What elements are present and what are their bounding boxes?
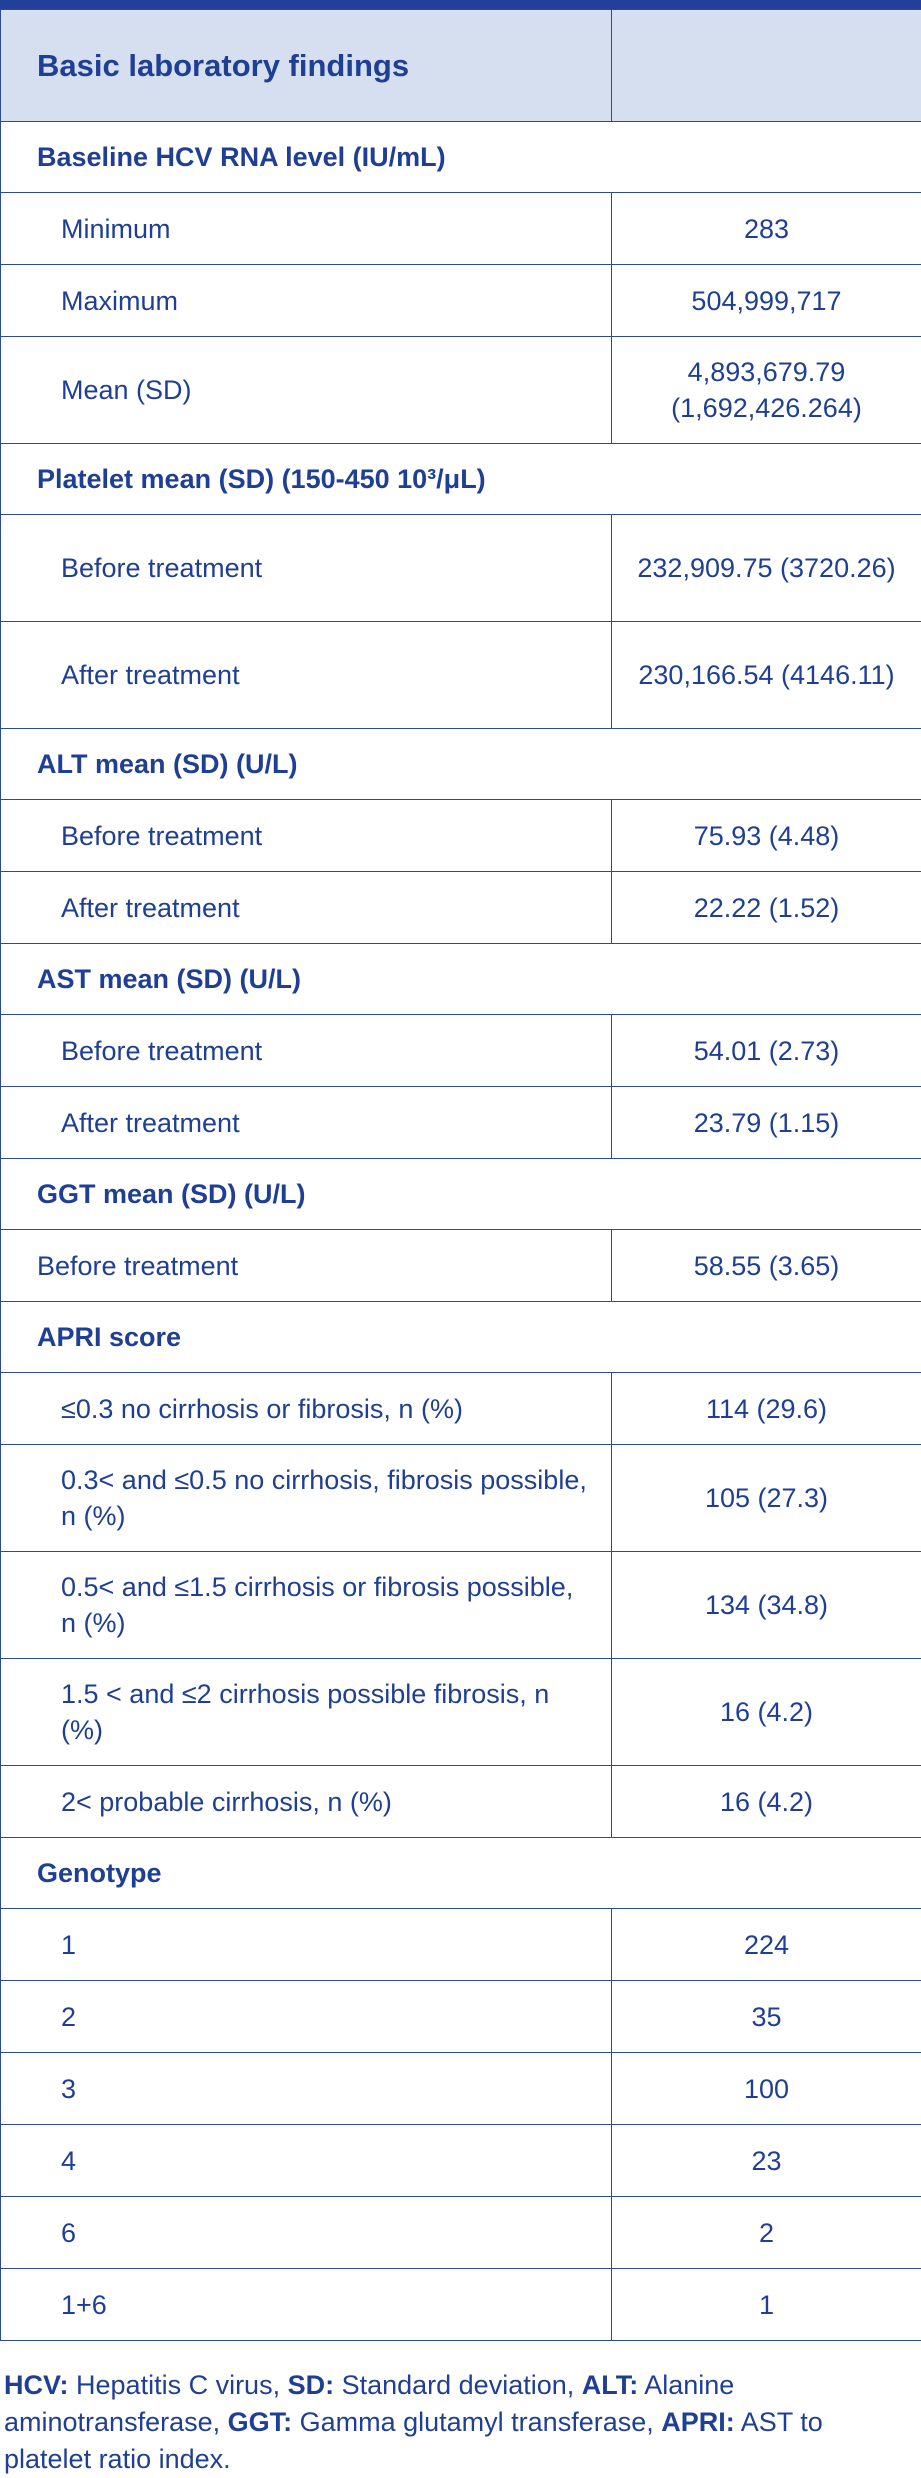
row-label: Minimum — [1, 193, 612, 265]
row-value: 134 (34.8) — [612, 1552, 921, 1659]
lab-findings-table — [0, 9, 921, 2341]
row-value: 54.01 (2.73) — [612, 1015, 921, 1087]
table-row — [1, 265, 921, 337]
section-title: Platelet mean (SD) (150-450 10³/μL) — [1, 444, 921, 515]
section-title: AST mean (SD) (U/L) — [1, 944, 921, 1015]
table-row — [1, 800, 921, 872]
row-label: 3 — [1, 2053, 612, 2125]
table-row — [1, 2125, 921, 2197]
row-label: 2 — [1, 1981, 612, 2053]
section-row-alt — [1, 729, 921, 800]
section-row-hcv-rna — [1, 122, 921, 193]
table-row — [1, 1659, 921, 1766]
table-row — [1, 193, 921, 265]
table-row — [1, 1552, 921, 1659]
row-label: 2< probable cirrhosis, n (%) — [1, 1766, 612, 1838]
row-label: Before treatment — [1, 800, 612, 872]
row-label: After treatment — [1, 1087, 612, 1159]
row-label: Before treatment — [1, 1230, 612, 1302]
row-value: 75.93 (4.48) — [612, 800, 921, 872]
row-label: 1+6 — [1, 2269, 612, 2341]
section-row-genotype — [1, 1838, 921, 1909]
footnote-text: Hepatitis C virus, — [69, 2370, 288, 2400]
row-label: 6 — [1, 2197, 612, 2269]
row-label: ≤0.3 no cirrhosis or fibrosis, n (%) — [1, 1373, 612, 1445]
section-title: Baseline HCV RNA level (IU/mL) — [1, 122, 921, 193]
section-title: GGT mean (SD) (U/L) — [1, 1159, 921, 1230]
table-footnote — [0, 2341, 921, 2478]
table-row — [1, 1230, 921, 1302]
row-value: 58.55 (3.65) — [612, 1230, 921, 1302]
row-value: 22.22 (1.52) — [612, 872, 921, 944]
row-label: Before treatment — [1, 515, 612, 622]
table-row — [1, 1909, 921, 1981]
footnote-text: Gamma glutamyl transferase, — [292, 2407, 661, 2437]
table-row — [1, 1087, 921, 1159]
footnote-abbr: APRI: — [661, 2407, 735, 2437]
section-title: Genotype — [1, 1838, 921, 1909]
row-value: 504,999,717 — [612, 265, 921, 337]
table-row — [1, 872, 921, 944]
row-value: 16 (4.2) — [612, 1659, 921, 1766]
table-header-empty — [612, 10, 921, 122]
row-value: 16 (4.2) — [612, 1766, 921, 1838]
table-row — [1, 515, 921, 622]
row-value: 35 — [612, 1981, 921, 2053]
footnote-abbr: HCV: — [4, 2370, 69, 2400]
row-value: 230,166.54 (4146.11) — [612, 622, 921, 729]
section-title: APRI score — [1, 1302, 921, 1373]
row-value: 232,909.75 (3720.26) — [612, 515, 921, 622]
row-label: 1.5 < and ≤2 cirrhosis possible fibrosis, n (%) — [1, 1659, 612, 1766]
row-value: 224 — [612, 1909, 921, 1981]
row-label: Mean (SD) — [1, 337, 612, 444]
row-label: After treatment — [1, 872, 612, 944]
row-value: 100 — [612, 2053, 921, 2125]
row-label: Before treatment — [1, 1015, 612, 1087]
table-row — [1, 2269, 921, 2341]
row-value: 105 (27.3) — [612, 1445, 921, 1552]
footnote-abbr: GGT: — [228, 2407, 293, 2437]
row-value: 23.79 (1.15) — [612, 1087, 921, 1159]
section-row-ggt — [1, 1159, 921, 1230]
table-row — [1, 1373, 921, 1445]
table-row — [1, 337, 921, 444]
table-row — [1, 1445, 921, 1552]
footnote-text: Alanine aminotransferase, — [4, 2370, 734, 2437]
section-row-apri — [1, 1302, 921, 1373]
footnote-text: Standard deviation, — [334, 2370, 582, 2400]
row-value: 114 (29.6) — [612, 1373, 921, 1445]
row-value: 4,893,679.79 (1,692,426.264) — [612, 337, 921, 444]
section-title: ALT mean (SD) (U/L) — [1, 729, 921, 800]
table-row — [1, 622, 921, 729]
row-value: 23 — [612, 2125, 921, 2197]
row-label: 0.5< and ≤1.5 cirrhosis or fibrosis possible, n (%) — [1, 1552, 612, 1659]
section-row-platelet — [1, 444, 921, 515]
row-label: 4 — [1, 2125, 612, 2197]
table-header-row — [1, 10, 921, 122]
table-row — [1, 1981, 921, 2053]
row-label: 1 — [1, 1909, 612, 1981]
row-value: 1 — [612, 2269, 921, 2341]
footnote-abbr: ALT: — [582, 2370, 638, 2400]
row-label: After treatment — [1, 622, 612, 729]
table-row — [1, 2053, 921, 2125]
table-row — [1, 1766, 921, 1838]
row-value: 283 — [612, 193, 921, 265]
table-header-title: Basic laboratory findings — [1, 10, 612, 122]
footnote-text: AST to platelet ratio index. — [4, 2407, 823, 2474]
section-row-ast — [1, 944, 921, 1015]
row-value: 2 — [612, 2197, 921, 2269]
row-label: 0.3< and ≤0.5 no cirrhosis, fibrosis possible, n (%) — [1, 1445, 612, 1552]
row-label: Maximum — [1, 265, 612, 337]
footnote-abbr: SD: — [288, 2370, 335, 2400]
table-row — [1, 1015, 921, 1087]
table-row — [1, 2197, 921, 2269]
